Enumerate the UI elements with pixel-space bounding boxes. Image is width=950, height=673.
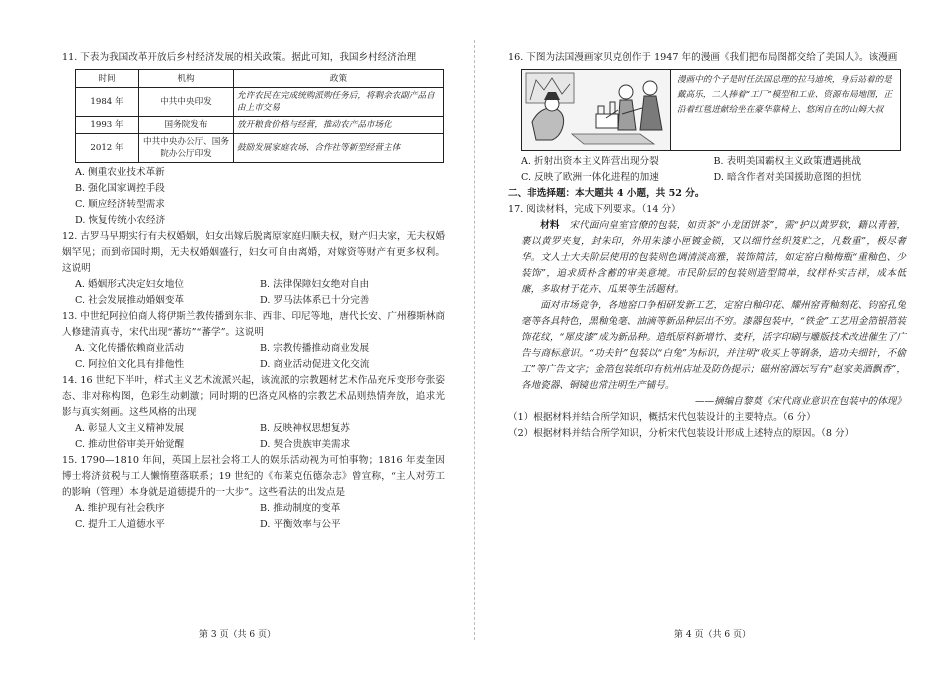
q17-requirement-2: （2）根据材料并结合所学知识，分析宋代包装设计形成上述特点的原因。（8 分） [508,428,855,439]
material-paragraph: 面对市场竞争，各地窑口争相研发新工艺，定窑白釉印花、耀州窑青釉刻花、钧窑孔兔毫等各具特色，黑釉兔毫、油滴等新品种层出不穷。漆器包装中，“铁金”工艺用金箔银箔装饰花纹，“犀皮漆”成为新品种。造纸原料新增竹、麦秆，活字印刷与雕版技术改进催生了广告与商标意识。“功夫针”包装以“白兔”为标识，并注明“收买上等钢条，造功夫细针，不偷工”等广告文字；金箔包装纸印有杭州店址及防伪提示；磁州窑酒坛写有“赵家美酒飘香”，各地瓷器、铜镜也常注明生产铺号。 [521,300,906,391]
option: C. 推动世俗审美开始觉醒 [75,439,185,450]
option: D. 平衡效率与公平 [260,519,341,530]
option: A. 文化传播依赖商业活动 [75,343,184,354]
option: D. 契合贵族审美需求 [260,439,351,450]
table-header-row [76,70,444,88]
option: B. 表明美国霸权主义政策遭遇挑战 [713,156,861,167]
left-column [62,50,445,533]
question-17 [508,202,906,442]
table-cell: 2012 年 [76,134,139,163]
q17-requirement-1: （1）根据材料并结合所学知识，概括宋代包装设计的主要特点。（6 分） [508,412,816,423]
option: D. 恢复传统小农经济 [75,215,166,226]
option: A. 侧重农业技术革新 [75,167,165,178]
right-page [475,0,950,673]
table-row [76,88,444,117]
cartoon-caption: 漫画中的个子是时任法国总理的拉马迪埃，身后站着的是戴高乐，二人捧着“工厂”模型和工业、资源布局地图，正沿着红毯进献给坐在豪华靠椅上、悠闲自在的山姆大叔 [677,75,893,115]
q11-options [62,165,445,229]
question-14 [62,373,445,453]
option: A. 折射出资本主义阵营出现分裂 [521,156,659,167]
q16-options [508,154,906,186]
q17-material [508,218,906,410]
q14-stem: 14. 16 世纪下半叶，样式主义艺术流派兴起，该流派的宗教题材艺术作品充斥变形夸张姿态、非对称构图，色彩生动刺激；同时期的巴洛克风格的宗教艺术品则热情奔放，追求光影与真实刻画。这些风格的出现 [62,375,445,418]
q11-stem: 11. 下表为我国改革开放后乡村经济发展的相关政策。据此可知，我国乡村经济治理 [62,52,417,63]
table-header: 机构 [139,70,234,88]
option: C. 提升工人道德水平 [75,519,165,530]
q15-stem: 15. 1790—1810 年间，英国上层社会将工人的娱乐活动视为可怕事物；1816 年麦奎因博士将济贫税与工人懒惰堕落联系；19 世纪的《布莱克伍德杂志》曾宣称，“主人对劳工的影响（管理）本身就是道德提升的一大步”。这些看法的出发点是 [62,455,445,498]
question-15 [62,453,445,533]
table-cell: 放开粮食价格与经营，推动农产品市场化 [234,117,444,134]
table-row [76,117,444,134]
question-16 [508,50,906,186]
table-cell: 鼓励发展家庭农场、合作社等新型经营主体 [234,134,444,163]
question-13 [62,309,445,373]
cartoon-illustration [522,70,671,150]
material-text: 宋代面向皇室官僚的包装，如贡茶“小龙团饼茶”，需“护以黄罗软，籍以青箬，裹以黄罗夹复，封朱印，外用朱漆小匣镀金锁，又以细竹丝织笈贮之，凡数重”，极尽奢华。文人士大夫阶层使用的包装则色调清淡高雅，装饰简洁，如定窑白釉梅瓶“重釉色、少装饰”，追求质朴含蓄的审美意境。市民阶层的包装则造型简单，纹样朴实吉祥，成本低廉，多取材于花卉、瓜果等生活题材。 [521,220,907,295]
table-cell: 允许农民在完成统购派购任务后，将剩余农副产品自由上市交易 [234,88,444,117]
q12-options [62,277,445,309]
option: C. 社会发展推动婚姻变革 [75,295,185,306]
policy-table [75,69,444,163]
option: C. 阿拉伯文化具有排他性 [75,359,185,370]
material-source: ——摘编自黎莫《宋代商业意识在包装中的体现》 [694,396,906,407]
option: A. 维护现有社会秩序 [75,503,165,514]
option: D. 商业活动促进文化交流 [260,359,370,370]
option: B. 推动制度的变革 [260,503,341,514]
option: C. 顺应经济转型需求 [75,199,165,210]
table-cell: 1993 年 [76,117,139,134]
table-header: 政策 [234,70,444,88]
material-paragraph [521,218,906,298]
q17-stem: 17. 阅读材料，完成下列要求。（14 分） [508,204,681,215]
page-number: 第 3 页（共 6 页） [199,630,276,640]
table-row [76,134,444,163]
q13-stem: 13. 中世纪阿拉伯商人将伊斯兰教传播到东非、西非、印尼等地，唐代长安、广州穆斯林商人修建清真寺，宋代出现“蕃坊”“蕃学”。这说明 [62,311,445,338]
option: A. 婚姻形式决定妇女地位 [75,279,184,290]
option: D. 罗马法体系已十分完善 [260,295,370,306]
q12-stem: 12. 古罗马早期实行有夫权婚姻，妇女出嫁后脱离原家庭归顺夫权，财产归夫家，无夫权婚姻罕见；而到帝国时期，无夫权婚姻盛行，妇女可自由离婚，对嫁资等财产有更多权利。这说明 [62,231,445,274]
right-column [508,50,906,442]
table-cell: 中共中央印发 [139,88,234,117]
option: B. 强化国家调控手段 [75,183,165,194]
option: B. 法律保障妇女绝对自由 [260,279,370,290]
table-cell: 1984 年 [76,88,139,117]
material-tag: 材料 [540,220,560,231]
question-12 [62,229,445,309]
option: B. 反映神权思想复苏 [260,423,350,434]
table-cell: 中共中央办公厅、国务院办公厅印发 [139,134,234,163]
cartoon-figure [521,69,901,151]
q15-options [62,501,445,533]
option: A. 彰显人文主义精神发展 [75,423,184,434]
option: B. 宗教传播推动商业发展 [260,343,370,354]
q13-options [62,341,445,373]
table-cell: 国务院发布 [139,117,234,134]
page-number: 第 4 页（共 6 页） [674,630,751,640]
option: C. 反映了欧洲一体化进程的加速 [521,172,659,183]
q16-stem: 16. 下图为法国漫画家贝克创作于 1947 年的漫画《我们把布局图都交给了美国人》。该漫画 [508,52,898,63]
table-header: 时间 [76,70,139,88]
option: D. 暗含作者对美国援助意图的担忧 [713,172,862,183]
section-heading: 二、非选择题：本大题共 4 小题，共 52 分。 [508,188,705,199]
question-11 [62,50,445,229]
q14-options [62,421,445,453]
